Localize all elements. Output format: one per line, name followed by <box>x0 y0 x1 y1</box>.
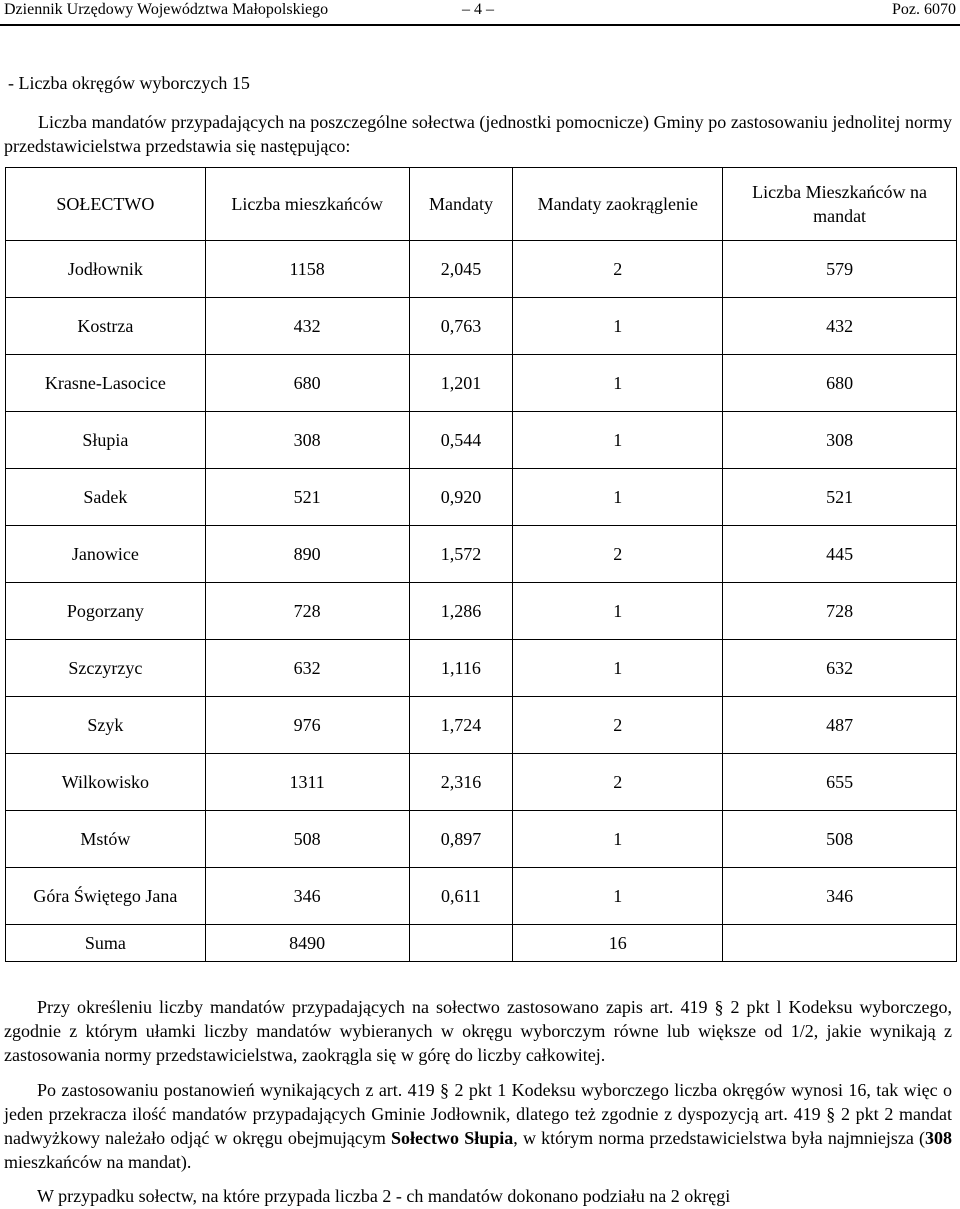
cell-mandates: 1,724 <box>409 697 513 754</box>
page-number: – 4 – <box>462 1 494 18</box>
table-row <box>6 412 957 469</box>
cell-mandates: 2,316 <box>409 754 513 811</box>
table-row <box>6 241 957 298</box>
cell-residents: 508 <box>205 811 409 868</box>
cell-solectwo: Krasne-Lasocice <box>6 355 206 412</box>
table-row <box>6 754 957 811</box>
cell-rounded: 1 <box>513 469 723 526</box>
cell-residents: 632 <box>205 640 409 697</box>
journal-title: Dziennik Urzędowy Województwa Małopolskiego <box>4 1 329 18</box>
cell-rounded: 2 <box>513 241 723 298</box>
cell-per-mandate: 432 <box>723 298 957 355</box>
cell-mandates: 1,116 <box>409 640 513 697</box>
cell-mandates: 0,611 <box>409 868 513 925</box>
cell-mandates: 0,920 <box>409 469 513 526</box>
cell-residents: 432 <box>205 298 409 355</box>
table-row <box>6 583 957 640</box>
cell-rounded: 1 <box>513 811 723 868</box>
note-paragraph-3: W przypadku sołectw, na które przypada liczba 2 - ch mandatów dokonano podziału na 2 okręgi <box>37 1186 731 1206</box>
sum-cell-residents: 8490 <box>205 925 409 962</box>
cell-solectwo: Słupia <box>6 412 206 469</box>
intro-paragraph: Liczba mandatów przypadających na poszczególne sołectwa (jednostki pomocnicze) Gminy po zastosowaniu jednolitej normy przedstawicielstwa przedstawia się następująco: <box>4 112 952 156</box>
table-row <box>6 526 957 583</box>
cell-per-mandate: 680 <box>723 355 957 412</box>
cell-per-mandate: 632 <box>723 640 957 697</box>
page-header <box>0 0 960 26</box>
cell-rounded: 1 <box>513 355 723 412</box>
position-number: Poz. 6070 <box>892 1 956 18</box>
table-header-row <box>6 168 957 241</box>
cell-mandates: 1,572 <box>409 526 513 583</box>
col-header-mandates: Mandaty <box>409 168 513 241</box>
cell-mandates: 0,897 <box>409 811 513 868</box>
sum-cell-mandates <box>409 925 513 962</box>
cell-solectwo: Wilkowisko <box>6 754 206 811</box>
cell-solectwo: Janowice <box>6 526 206 583</box>
cell-solectwo: Szyk <box>6 697 206 754</box>
cell-per-mandate: 445 <box>723 526 957 583</box>
cell-rounded: 2 <box>513 697 723 754</box>
col-header-solectwo: SOŁECTWO <box>6 168 206 241</box>
cell-per-mandate: 655 <box>723 754 957 811</box>
cell-mandates: 0,544 <box>409 412 513 469</box>
note-2-bold-solectwo: Sołectwo Słupia <box>391 1128 514 1148</box>
cell-per-mandate: 579 <box>723 241 957 298</box>
cell-per-mandate: 308 <box>723 412 957 469</box>
cell-residents: 346 <box>205 868 409 925</box>
cell-per-mandate: 346 <box>723 868 957 925</box>
cell-solectwo: Mstów <box>6 811 206 868</box>
districts-count: - Liczba okręgów wyborczych 15 <box>8 73 250 93</box>
cell-mandates: 2,045 <box>409 241 513 298</box>
note-2-text-a: Po zastosowaniu postanowień wynikających z art. 419 § 2 pkt 1 Kodeksu wyborczego liczba okręgów wynosi 16, tak więc o jeden przekracza ilość mandatów przypadających Gminie Jodłownik, dlatego też zgodnie z dyspozycją art. 419 § 2 pkt 2 mandat nadwyżkowy należało odjąć w okręgu obejmującym <box>4 1080 952 1148</box>
cell-per-mandate: 487 <box>723 697 957 754</box>
mandates-table <box>5 167 957 962</box>
cell-rounded: 1 <box>513 298 723 355</box>
cell-solectwo: Szczyrzyc <box>6 640 206 697</box>
table-row <box>6 640 957 697</box>
cell-per-mandate: 521 <box>723 469 957 526</box>
sum-cell-solectwo: Suma <box>6 925 206 962</box>
cell-solectwo: Sadek <box>6 469 206 526</box>
cell-rounded: 1 <box>513 640 723 697</box>
cell-residents: 728 <box>205 583 409 640</box>
cell-mandates: 1,286 <box>409 583 513 640</box>
cell-rounded: 1 <box>513 583 723 640</box>
cell-mandates: 0,763 <box>409 298 513 355</box>
col-header-rounded: Mandaty zaokrąglenie <box>513 168 723 241</box>
cell-residents: 521 <box>205 469 409 526</box>
cell-residents: 1158 <box>205 241 409 298</box>
table-row <box>6 868 957 925</box>
cell-residents: 308 <box>205 412 409 469</box>
cell-rounded: 1 <box>513 412 723 469</box>
cell-residents: 890 <box>205 526 409 583</box>
cell-solectwo: Pogorzany <box>6 583 206 640</box>
cell-rounded: 2 <box>513 526 723 583</box>
cell-residents: 976 <box>205 697 409 754</box>
sum-cell-per-mandate <box>723 925 957 962</box>
table-row <box>6 298 957 355</box>
note-2-bold-number: 308 <box>925 1128 952 1148</box>
col-header-residents: Liczba mieszkańców <box>205 168 409 241</box>
cell-residents: 680 <box>205 355 409 412</box>
table-row <box>6 811 957 868</box>
cell-residents: 1311 <box>205 754 409 811</box>
cell-solectwo: Jodłownik <box>6 241 206 298</box>
table-row <box>6 469 957 526</box>
cell-per-mandate: 728 <box>723 583 957 640</box>
cell-rounded: 1 <box>513 868 723 925</box>
note-2-text-c: mieszkańców na mandat). <box>4 1152 192 1172</box>
table-row <box>6 697 957 754</box>
note-paragraph-2 <box>4 1078 952 1174</box>
note-paragraph-1: Przy określeniu liczby mandatów przypadających na sołectwo zastosowano zapis art. 419 § 2 pkt l Kodeksu wyborczego, zgodnie z którym ułamki liczby mandatów wybieranych w okręgu wyborczym równe lub większe od 1/2, jakie wynikają z zastosowania normy przedstawicielstwa, zaokrągla się w górę do liczby całkowitej. <box>4 997 952 1065</box>
note-2-text-b: , w którym norma przedstawicielstwa była najmniejsza ( <box>513 1128 925 1148</box>
sum-cell-rounded: 16 <box>513 925 723 962</box>
col-header-per-mandate: Liczba Mieszkańców na mandat <box>723 168 957 241</box>
sum-row <box>6 925 957 962</box>
cell-mandates: 1,201 <box>409 355 513 412</box>
cell-rounded: 2 <box>513 754 723 811</box>
cell-solectwo: Kostrza <box>6 298 206 355</box>
table-row <box>6 355 957 412</box>
cell-solectwo: Góra Świętego Jana <box>6 868 206 925</box>
cell-per-mandate: 508 <box>723 811 957 868</box>
